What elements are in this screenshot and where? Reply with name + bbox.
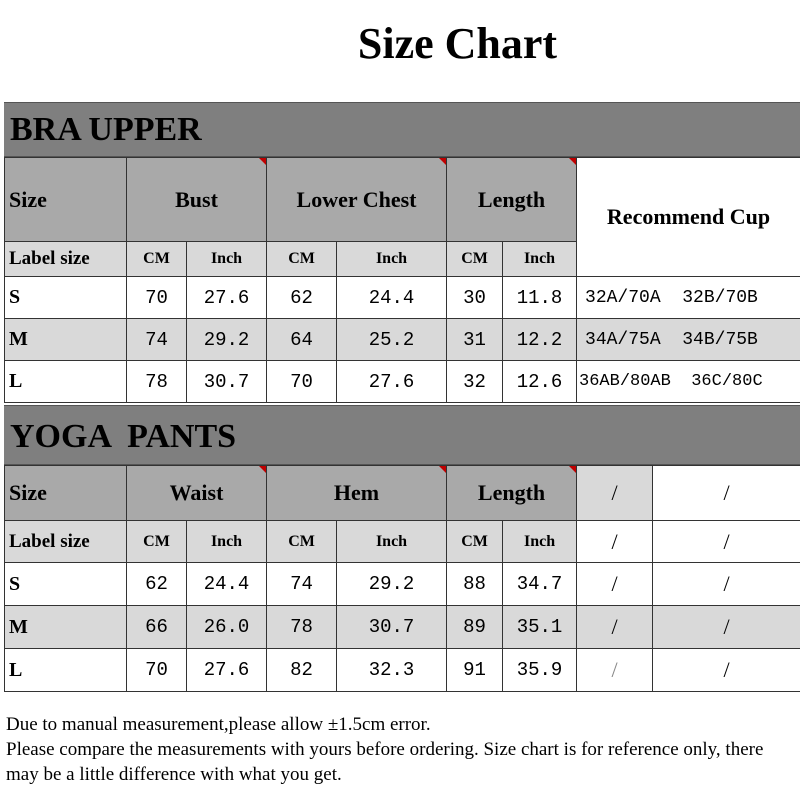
pants-empty-slash: / xyxy=(653,563,800,606)
pants-waist-cm: 66 xyxy=(127,606,187,649)
pants-empty-slash: / xyxy=(653,521,800,563)
pants-empty-slash: / xyxy=(577,521,653,563)
pants-empty-slash: / xyxy=(577,606,653,649)
bra-length-inch: 12.6 xyxy=(503,361,577,403)
bra-section-title: BRA UPPER xyxy=(10,111,202,148)
table-row xyxy=(5,649,800,692)
pants-header-waist: Waist xyxy=(127,466,267,521)
pants-length-inch: 34.7 xyxy=(503,563,577,606)
pants-header-hem: Hem xyxy=(267,466,447,521)
bra-bust-cm: 74 xyxy=(127,319,187,361)
pants-unit-inch: Inch xyxy=(337,521,447,563)
bra-header-size: Size xyxy=(5,158,127,242)
note-line-1: Due to manual measurement,please allow ±1.5cm error. xyxy=(6,714,431,735)
bra-row-size: L xyxy=(5,361,127,403)
bra-length-cm: 30 xyxy=(447,277,503,319)
bra-unit-cm: CM xyxy=(447,242,503,277)
pants-hem-inch: 29.2 xyxy=(337,563,447,606)
bra-bust-inch: 27.6 xyxy=(187,277,267,319)
bra-header-recommend-cup: Recommend Cup xyxy=(577,158,800,277)
bra-unit-inch: Inch xyxy=(337,242,447,277)
bra-size-table xyxy=(4,157,800,403)
note-line-2: Please compare the measurements with yours before ordering. Size chart is for reference only, there may be a little difference with what you get. xyxy=(6,739,764,785)
bra-chest-inch: 24.4 xyxy=(337,277,447,319)
pants-hem-cm: 78 xyxy=(267,606,337,649)
bra-unit-inch: Inch xyxy=(503,242,577,277)
pants-unit-inch: Inch xyxy=(503,521,577,563)
bra-chest-cm: 62 xyxy=(267,277,337,319)
pants-waist-cm: 70 xyxy=(127,649,187,692)
pants-hem-cm: 82 xyxy=(267,649,337,692)
bra-row-size: S xyxy=(5,277,127,319)
pants-unit-cm: CM xyxy=(447,521,503,563)
table-row xyxy=(5,319,800,361)
pants-label-size: Label size xyxy=(5,521,127,563)
pants-waist-inch: 26.0 xyxy=(187,606,267,649)
bra-chest-cm: 70 xyxy=(267,361,337,403)
pants-hem-inch: 32.3 xyxy=(337,649,447,692)
pants-waist-cm: 62 xyxy=(127,563,187,606)
pants-section-title: YOGA PANTS xyxy=(10,418,237,455)
bra-section-header xyxy=(4,102,800,157)
bra-unit-cm: CM xyxy=(127,242,187,277)
pants-empty-slash: / xyxy=(577,563,653,606)
pants-size-table xyxy=(4,465,800,692)
pants-waist-inch: 27.6 xyxy=(187,649,267,692)
bra-chest-inch: 25.2 xyxy=(337,319,447,361)
bra-header-bust: Bust xyxy=(127,158,267,242)
pants-unit-cm: CM xyxy=(127,521,187,563)
pants-row-size: S xyxy=(5,563,127,606)
bra-recommend-cup: 32A/70A 32B/70B xyxy=(577,277,800,319)
pants-length-inch: 35.9 xyxy=(503,649,577,692)
bra-unit-cm: CM xyxy=(267,242,337,277)
bra-bust-cm: 78 xyxy=(127,361,187,403)
pants-length-cm: 89 xyxy=(447,606,503,649)
page-title: Size Chart xyxy=(357,19,558,68)
pants-empty-slash: / xyxy=(577,649,653,692)
pants-length-inch: 35.1 xyxy=(503,606,577,649)
pants-length-cm: 91 xyxy=(447,649,503,692)
bra-bust-inch: 29.2 xyxy=(187,319,267,361)
pants-row-size: L xyxy=(5,649,127,692)
pants-row-size: M xyxy=(5,606,127,649)
pants-length-cm: 88 xyxy=(447,563,503,606)
pants-empty-slash: / xyxy=(653,466,800,521)
pants-hem-cm: 74 xyxy=(267,563,337,606)
bra-chest-inch: 27.6 xyxy=(337,361,447,403)
bra-unit-inch: Inch xyxy=(187,242,267,277)
bra-row-size: M xyxy=(5,319,127,361)
bra-header-lower-chest: Lower Chest xyxy=(267,158,447,242)
bra-label-size: Label size xyxy=(5,242,127,277)
bra-length-inch: 11.8 xyxy=(503,277,577,319)
bra-length-cm: 31 xyxy=(447,319,503,361)
bra-header-length: Length xyxy=(447,158,577,242)
pants-waist-inch: 24.4 xyxy=(187,563,267,606)
pants-header-size: Size xyxy=(5,466,127,521)
pants-empty-slash: / xyxy=(653,606,800,649)
table-row xyxy=(5,606,800,649)
bra-chest-cm: 64 xyxy=(267,319,337,361)
pants-section-header xyxy=(4,405,800,465)
pants-unit-inch: Inch xyxy=(187,521,267,563)
pants-empty-slash: / xyxy=(577,466,653,521)
bra-bust-cm: 70 xyxy=(127,277,187,319)
pants-header-length: Length xyxy=(447,466,577,521)
bra-recommend-cup: 34A/75A 34B/75B xyxy=(577,319,800,361)
disclaimer-notes xyxy=(6,712,796,787)
bra-length-inch: 12.2 xyxy=(503,319,577,361)
table-row xyxy=(5,361,800,403)
table-row xyxy=(5,563,800,606)
table-row xyxy=(5,277,800,319)
pants-empty-slash: / xyxy=(653,649,800,692)
bra-bust-inch: 30.7 xyxy=(187,361,267,403)
bra-recommend-cup: 36AB/80AB 36C/80C xyxy=(577,361,800,403)
bra-length-cm: 32 xyxy=(447,361,503,403)
pants-hem-inch: 30.7 xyxy=(337,606,447,649)
pants-unit-cm: CM xyxy=(267,521,337,563)
